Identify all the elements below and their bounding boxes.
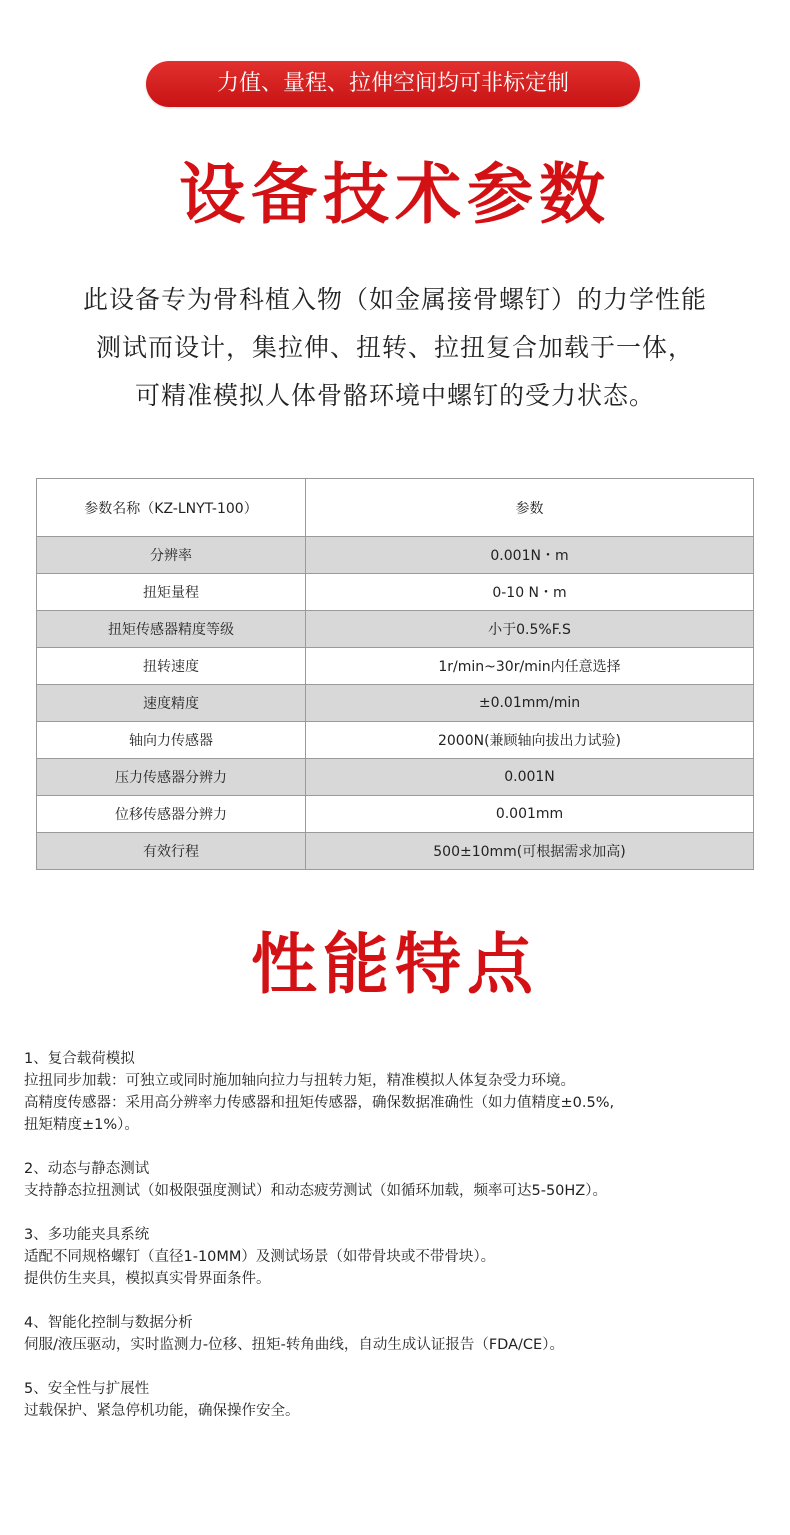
table-row <box>37 722 754 759</box>
feature-line: 伺服/液压驱动，实时监测力-位移、扭矩-转角曲线，自动生成认证报告（FDA/CE）。 <box>24 1337 564 1353</box>
feature-line: 过载保护、紧急停机功能，确保操作安全。 <box>24 1403 300 1419</box>
param-name: 压力传感器分辨力 <box>37 759 306 796</box>
feature-heading: 4、智能化控制与数据分析 <box>24 1315 193 1331</box>
feature-heading: 1、复合载荷模拟 <box>24 1051 135 1067</box>
feature-item <box>24 1378 774 1422</box>
table-header-name: 参数名称（KZ-LNYT-100） <box>37 479 306 537</box>
param-value: 1r/min~30r/min内任意选择 <box>306 648 754 685</box>
features-section-title: 性能特点 <box>251 926 539 1003</box>
param-name: 扭转速度 <box>37 648 306 685</box>
param-name: 速度精度 <box>37 685 306 722</box>
feature-line: 适配不同规格螺钉（直径1-10MM）及测试场景（如带骨块或不带骨块）。 <box>24 1249 496 1265</box>
feature-item <box>24 1312 774 1356</box>
feature-item <box>24 1048 774 1136</box>
param-value: 0.001N <box>306 759 754 796</box>
parameters-table <box>36 478 754 870</box>
table-row <box>37 574 754 611</box>
table-row <box>37 648 754 685</box>
param-value: 500±10mm(可根据需求加高) <box>306 833 754 870</box>
feature-item <box>24 1224 774 1290</box>
param-name: 位移传感器分辨力 <box>37 796 306 833</box>
table-row <box>37 685 754 722</box>
param-name: 分辨率 <box>37 537 306 574</box>
param-value: 小于0.5%F.S <box>306 611 754 648</box>
customization-banner: 力值、量程、拉伸空间均可非标定制 <box>146 61 640 107</box>
table-row <box>37 611 754 648</box>
feature-line: 扭矩精度±1%）。 <box>24 1117 139 1133</box>
intro-line-1: 此设备专为骨科植入物（如金属接骨螺钉）的力学性能 <box>82 285 707 314</box>
intro-line-3: 可精准模拟人体骨骼环境中螺钉的受力状态。 <box>134 381 655 410</box>
param-value: 0.001mm <box>306 796 754 833</box>
param-value: 0.001N・m <box>306 537 754 574</box>
feature-item <box>24 1158 774 1202</box>
intro-line-2: 测试而设计，集拉伸、扭转、拉扭复合加载于一体， <box>95 333 694 362</box>
features-list <box>24 1048 774 1444</box>
table-row <box>37 833 754 870</box>
params-section-title: 设备技术参数 <box>179 156 611 233</box>
feature-heading: 5、安全性与扩展性 <box>24 1381 150 1397</box>
table-header-row <box>37 479 754 537</box>
param-value: ±0.01mm/min <box>306 685 754 722</box>
feature-line: 提供仿生夹具，模拟真实骨界面条件。 <box>24 1271 271 1287</box>
param-name: 扭矩传感器精度等级 <box>37 611 306 648</box>
table-row <box>37 537 754 574</box>
feature-line: 拉扭同步加载：可独立或同时施加轴向拉力与扭转力矩，精准模拟人体复杂受力环境。 <box>24 1073 575 1089</box>
table-header-value: 参数 <box>306 479 754 537</box>
param-value: 0-10 N・m <box>306 574 754 611</box>
feature-line: 高精度传感器：采用高分辨率力传感器和扭矩传感器，确保数据准确性（如力值精度±0.5%, <box>24 1095 615 1111</box>
param-name: 有效行程 <box>37 833 306 870</box>
param-value: 2000N(兼顾轴向拔出力试验) <box>306 722 754 759</box>
feature-heading: 2、动态与静态测试 <box>24 1161 150 1177</box>
feature-heading: 3、多功能夹具系统 <box>24 1227 150 1243</box>
param-name: 扭矩量程 <box>37 574 306 611</box>
table-row <box>37 796 754 833</box>
feature-line: 支持静态拉扭测试（如极限强度测试）和动态疲劳测试（如循环加载，频率可达5-50HZ）。 <box>24 1183 607 1199</box>
table-row <box>37 759 754 796</box>
param-name: 轴向力传感器 <box>37 722 306 759</box>
